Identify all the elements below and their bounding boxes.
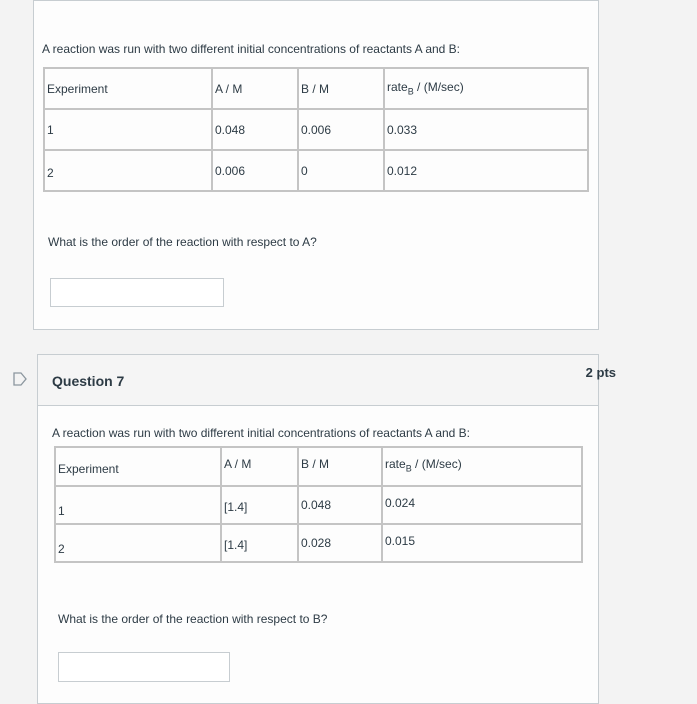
cell-experiment: 1 xyxy=(55,486,221,524)
cell-b: 0.048 xyxy=(298,486,382,524)
header-experiment: Experiment xyxy=(44,68,212,109)
question-prompt: What is the order of the reaction with respect to B? xyxy=(58,612,328,626)
answer-input[interactable] xyxy=(58,652,230,682)
table-row xyxy=(55,524,582,562)
question-prompt: What is the order of the reaction with respect to A? xyxy=(48,235,317,249)
header-a-concentration: A / M xyxy=(221,447,298,486)
question-intro: A reaction was run with two different initial concentrations of reactants A and B: xyxy=(42,42,461,56)
question-7-card xyxy=(37,354,616,704)
cell-b: 0 xyxy=(298,150,384,191)
header-a-concentration: A / M xyxy=(212,68,298,109)
question-header xyxy=(38,355,598,406)
cell-experiment: 2 xyxy=(44,150,212,191)
question-6-card xyxy=(33,0,599,330)
header-b-concentration: B / M xyxy=(298,68,384,109)
cell-b: 0.028 xyxy=(298,524,382,562)
question-title: Question 7 xyxy=(52,373,125,389)
cell-rate: 0.033 xyxy=(384,109,588,150)
header-rate: rate$_B$ / (M/sec) xyxy=(384,68,588,109)
cell-experiment: 2 xyxy=(55,524,221,562)
header-b-concentration: B / M xyxy=(298,447,382,486)
cell-a: [1.4] xyxy=(221,486,298,524)
table-row xyxy=(44,109,588,150)
cell-rate: 0.024 xyxy=(382,486,582,524)
question-intro: A reaction was run with two different initial concentrations of reactants A and B: xyxy=(52,426,471,440)
table-row xyxy=(55,486,582,524)
data-table xyxy=(54,446,583,563)
cell-a: [1.4] xyxy=(221,524,298,562)
cell-experiment: 1 xyxy=(44,109,212,150)
header-experiment: Experiment xyxy=(55,447,221,486)
cell-rate: 0.015 xyxy=(382,524,582,562)
cell-b: 0.006 xyxy=(298,109,384,150)
cell-a: 0.006 xyxy=(212,150,298,191)
header-rate: rate$_B$ / (M/sec) xyxy=(382,447,582,486)
cell-rate: 0.012 xyxy=(384,150,588,191)
question-points: 2 pts xyxy=(585,365,616,380)
flag-question-icon[interactable] xyxy=(13,372,27,386)
table-header-row xyxy=(55,447,582,486)
table-row xyxy=(44,150,588,191)
cell-a: 0.048 xyxy=(212,109,298,150)
data-table xyxy=(43,67,589,192)
table-header-row xyxy=(44,68,588,109)
answer-input[interactable] xyxy=(50,278,224,307)
